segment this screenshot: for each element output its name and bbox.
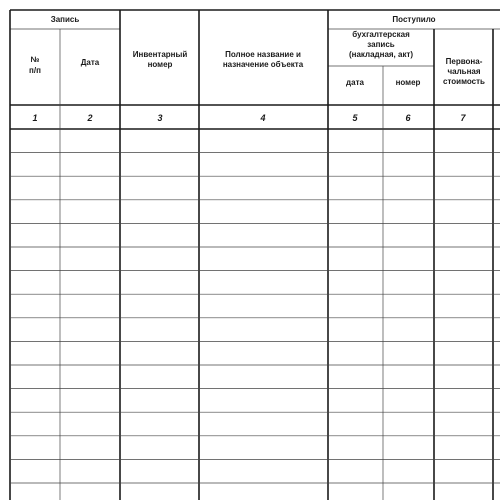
subgroup-accounting-line1: бухгалтерская: [352, 30, 410, 39]
col-inventory-line1: Инвентарный: [132, 50, 188, 59]
col-initial-cost-line3: стоимость: [443, 77, 485, 86]
column-number-1: 1: [32, 113, 38, 123]
col-name-line1: Полное название и: [225, 50, 301, 59]
subgroup-accounting-line3: (накладная, акт): [348, 50, 414, 59]
col-acc-number-label: номер: [395, 78, 421, 87]
col-acc-date-label: дата: [346, 78, 364, 87]
ledger-body-grid: [10, 129, 500, 500]
column-number-6: 6: [405, 113, 411, 123]
col-inventory-line2: номер: [147, 60, 173, 69]
col-initial-cost-line1: Первона-: [445, 57, 483, 66]
subgroup-accounting-line2: запись: [367, 40, 395, 49]
col-no-line1: №: [30, 55, 40, 64]
col-name-line2: назначение объекта: [222, 60, 304, 69]
column-number-7: 7: [460, 113, 466, 123]
column-number-5: 5: [352, 113, 358, 123]
group-zapis-label: Запись: [50, 15, 80, 24]
group-postupilo-label: Поступило: [392, 15, 436, 24]
column-number-3: 3: [157, 113, 163, 123]
col-date-label: Дата: [80, 58, 100, 67]
column-number-2: 2: [87, 113, 93, 123]
col-initial-cost-line2: чальная: [447, 67, 481, 76]
column-number-4: 4: [260, 113, 266, 123]
col-no-line2: п/п: [29, 66, 41, 75]
